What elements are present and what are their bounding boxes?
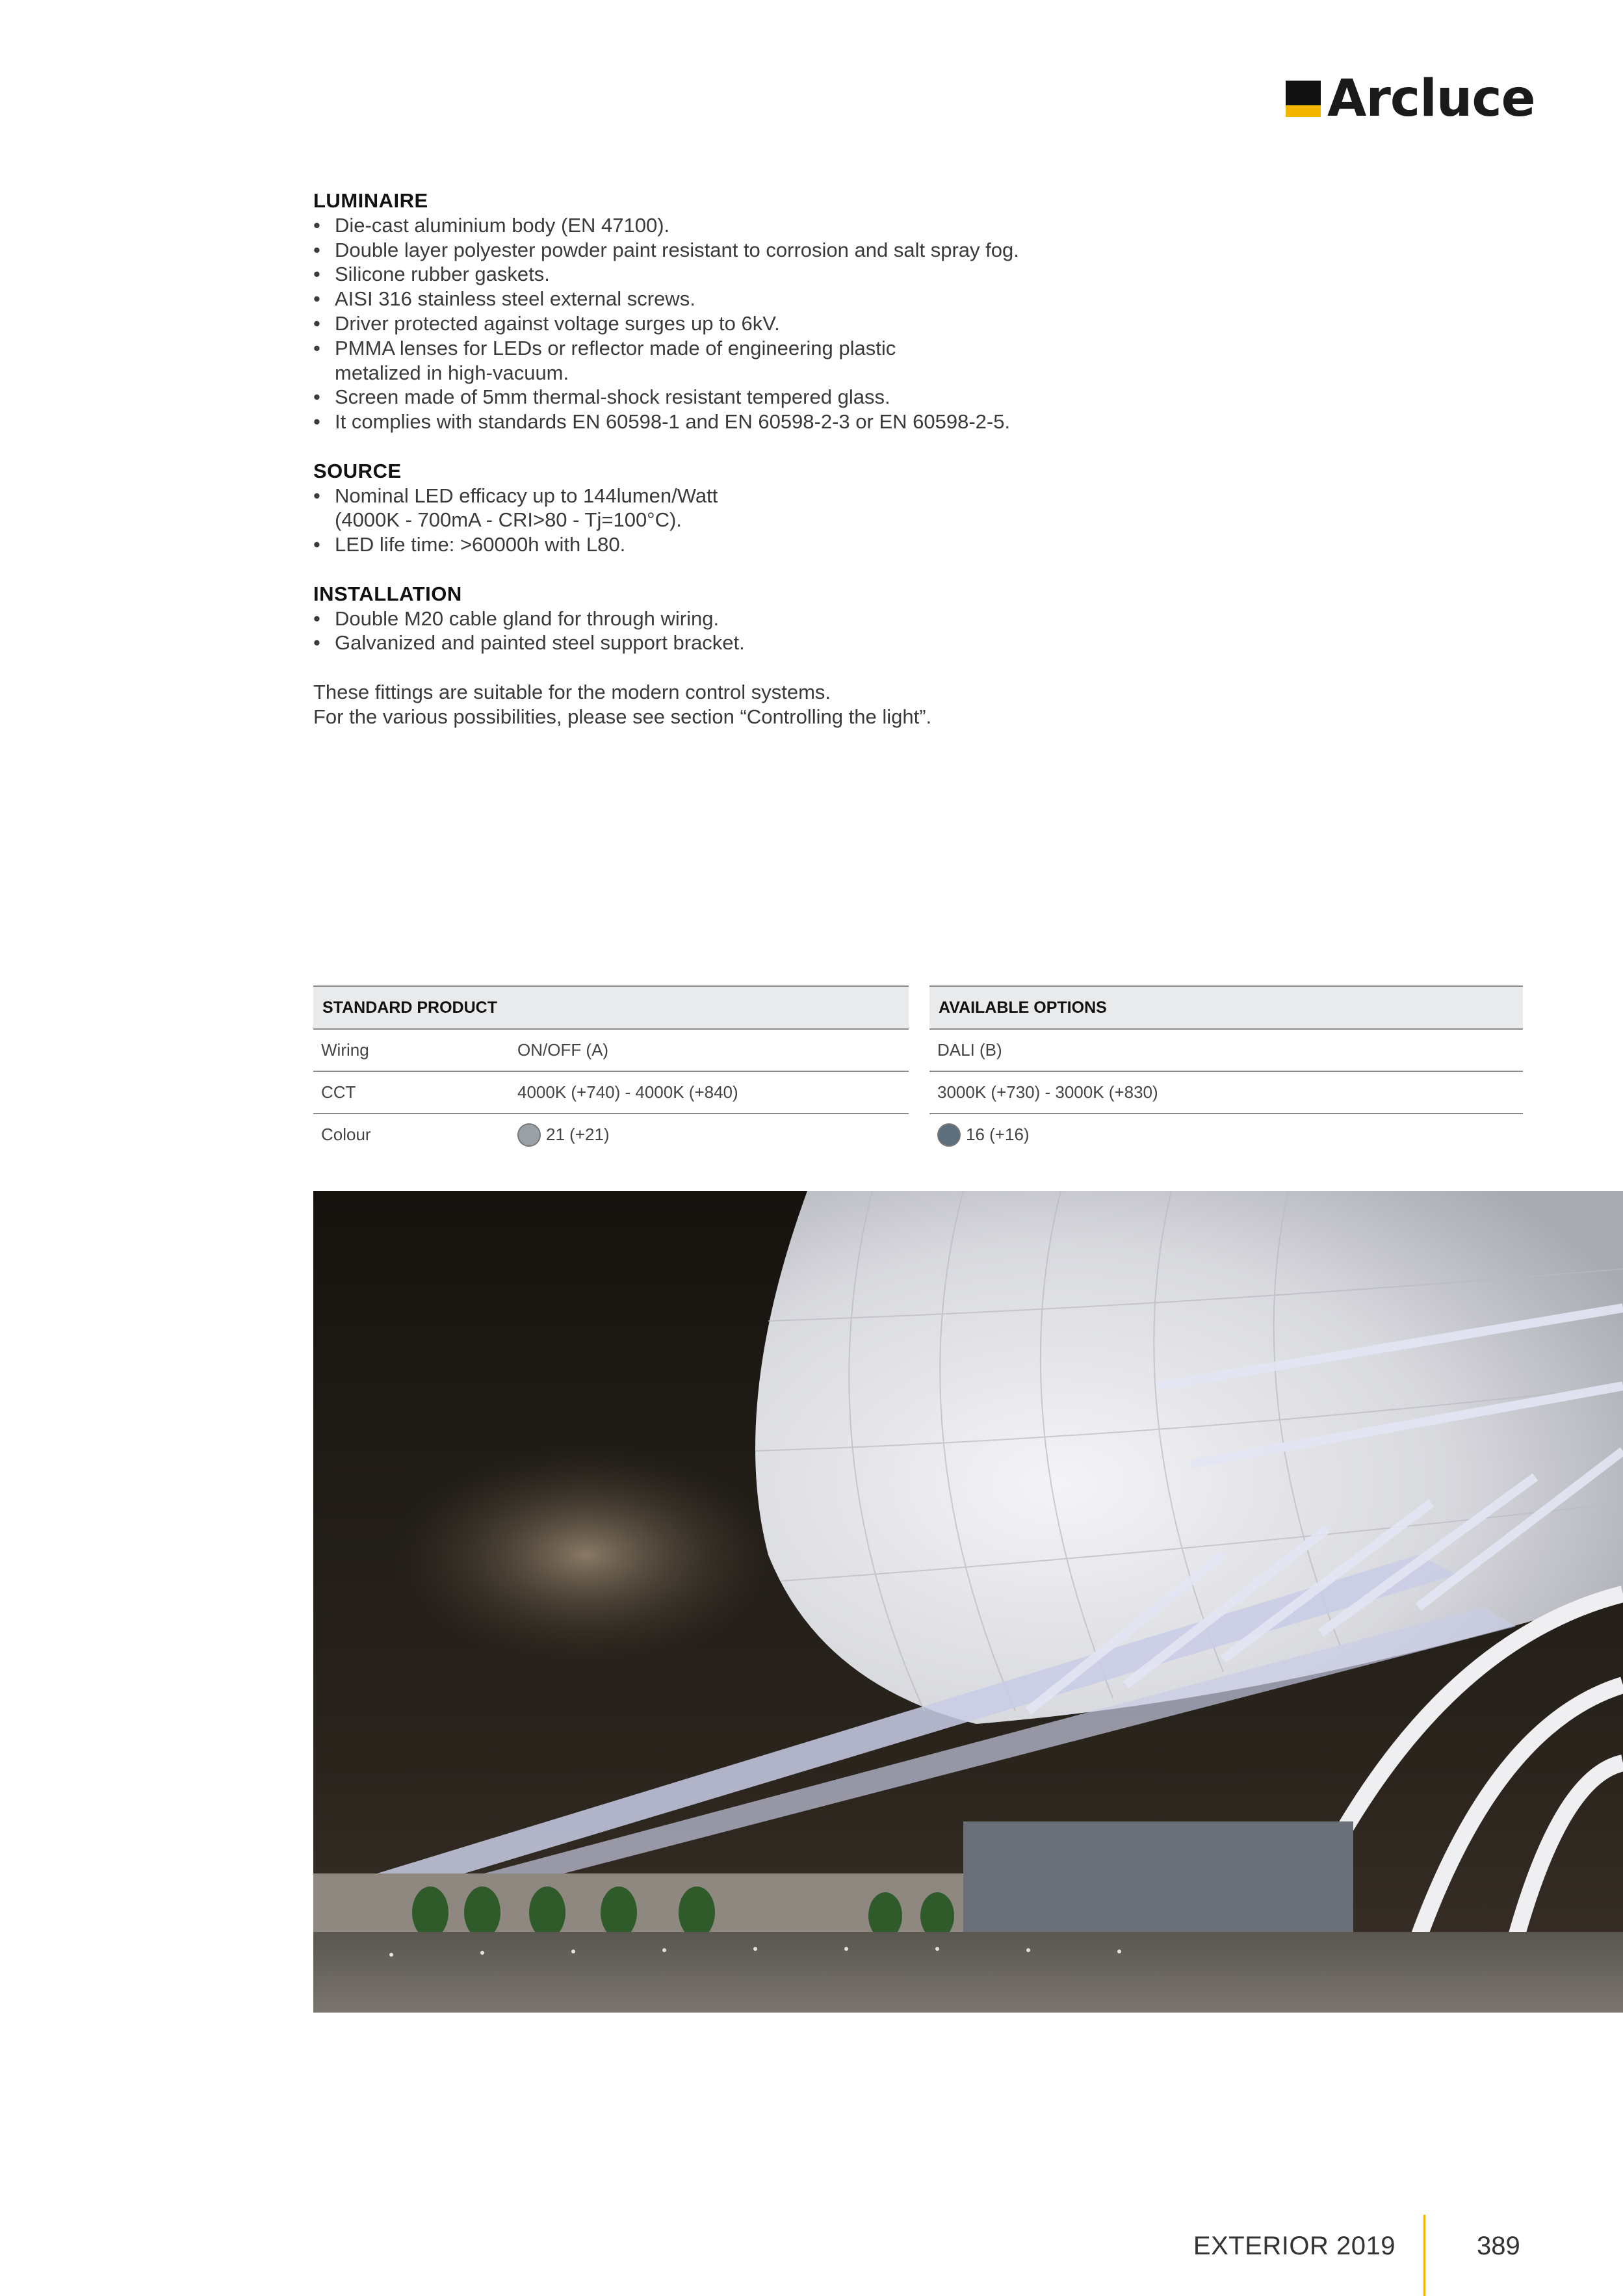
row-value: ON/OFF (A) <box>517 1040 609 1060</box>
control-note <box>313 680 1158 729</box>
section-title: LUMINAIRE <box>313 189 428 212</box>
row-label: Wiring <box>321 1040 369 1060</box>
catalogue-section-label: EXTERIOR 2019 <box>1193 2232 1396 2260</box>
footer-divider <box>1423 2215 1425 2296</box>
row-value: 3000K (+730) - 3000K (+830) <box>937 1082 1158 1102</box>
brand-name: Arcluce <box>1327 70 1535 128</box>
table-header: STANDARD PRODUCT <box>313 985 909 1030</box>
list-item: • Double M20 cable gland for through wiring. <box>313 607 1158 631</box>
list-item: • Nominal LED efficacy up to 144lumen/Watt (4000K - 700mA - CRI>80 - Tj=100°C). <box>313 484 1158 533</box>
section-title: SOURCE <box>313 459 402 482</box>
colour-swatch-icon <box>517 1123 541 1147</box>
list-item: • Driver protected against voltage surges up to 6kV. <box>313 311 1158 336</box>
feature-list <box>313 213 1158 434</box>
note-line: For the various possibilities, please see section “Controlling the light”. <box>313 705 932 728</box>
table-row <box>929 1114 1523 1155</box>
section-title: INSTALLATION <box>313 582 462 605</box>
list-item: • LED life time: >60000h with L80. <box>313 532 1158 557</box>
row-value <box>517 1123 610 1147</box>
list-item: • Double layer polyester powder paint resistant to corrosion and salt spray fog. <box>313 238 1158 263</box>
table-row <box>313 1030 909 1072</box>
table-row <box>313 1072 909 1114</box>
standard-product-table <box>313 985 909 1155</box>
available-options-table <box>929 985 1523 1155</box>
page-number: 389 <box>1477 2232 1520 2260</box>
colour-swatch-icon <box>937 1123 961 1147</box>
feature-list <box>313 484 1158 557</box>
spec-text <box>313 189 1158 729</box>
row-value: 4000K (+740) - 4000K (+840) <box>517 1082 738 1102</box>
feature-list <box>313 607 1158 656</box>
row-value: DALI (B) <box>937 1040 1002 1060</box>
colour-code: 16 (+16) <box>966 1125 1030 1144</box>
section-source <box>313 459 1158 557</box>
list-item: • It complies with standards EN 60598-1 and EN 60598-2-3 or EN 60598-2-5. <box>313 410 1158 434</box>
list-item: • Silicone rubber gaskets. <box>313 262 1158 287</box>
section-luminaire <box>313 189 1158 434</box>
logo-mark-icon <box>1286 81 1321 117</box>
list-item: • AISI 316 stainless steel external screws. <box>313 287 1158 311</box>
note-line: These fittings are suitable for the modern control systems. <box>313 680 831 703</box>
colour-code: 21 (+21) <box>546 1125 610 1144</box>
row-label: CCT <box>321 1082 356 1102</box>
row-value <box>929 1123 1030 1147</box>
table-header: AVAILABLE OPTIONS <box>929 985 1523 1030</box>
list-item: • PMMA lenses for LEDs or reflector made of engineering plastic metalized in high-vacuum. <box>313 336 1158 385</box>
list-item: • Screen made of 5mm thermal-shock resistant tempered glass. <box>313 385 1158 410</box>
architecture-photo <box>313 1191 1623 2013</box>
section-installation <box>313 582 1158 655</box>
table-row <box>929 1030 1523 1072</box>
list-item: • Die-cast aluminium body (EN 47100). <box>313 213 1158 238</box>
brand-logo <box>1286 70 1535 128</box>
list-item: • Galvanized and painted steel support bracket. <box>313 631 1158 655</box>
table-row <box>313 1114 909 1155</box>
table-row <box>929 1072 1523 1114</box>
row-label: Colour <box>321 1125 371 1144</box>
